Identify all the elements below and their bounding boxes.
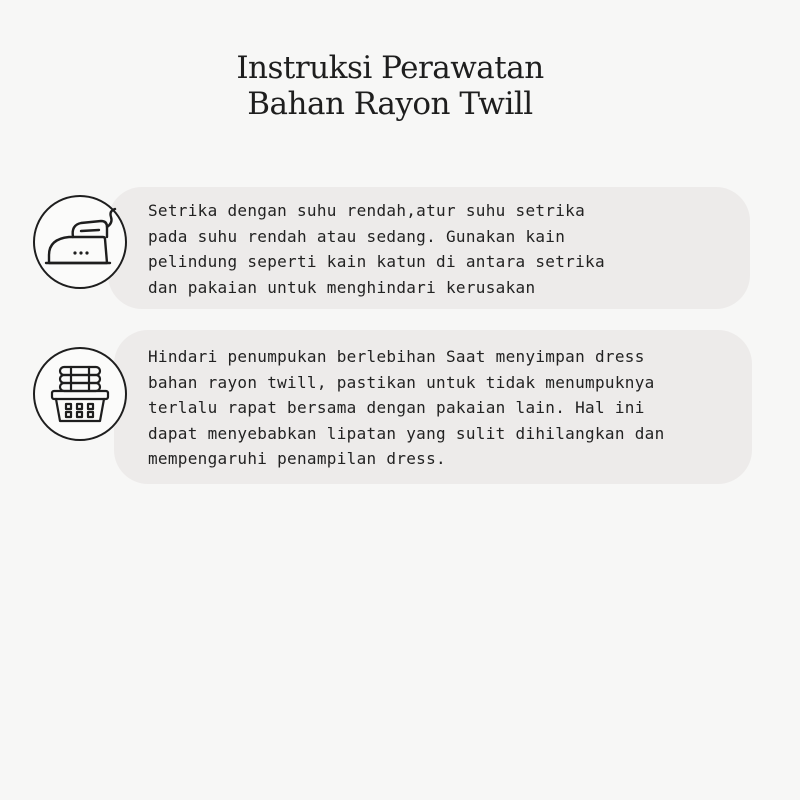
instruction-card-ironing [108,187,750,309]
title-line-1: Instruksi Perawatan [236,50,544,86]
instruction-line: dapat menyebabkan lipatan yang sulit dihilangkan dan [148,423,665,443]
instruction-line: terlalu rapat bersama dengan pakaian lain. Hal ini [148,398,645,417]
instruction-line: pelindung seperti kain katun di antara setrika [148,252,605,271]
instruction-card-storage [114,330,752,484]
iron-icon [33,195,127,289]
instruction-line: Hindari penumpukan berlebihan Saat menyimpan dress [148,347,645,366]
page-title [0,50,780,122]
instruction-text-ironing [148,198,605,300]
instruction-line: mempengaruhi penampilan dress. [148,449,446,468]
instruction-line: dan pakaian untuk menghindari kerusakan [148,277,536,297]
laundry-basket-icon [33,347,127,441]
instruction-line: pada suhu rendah atau sedang. Gunakan kain [148,226,566,246]
title-line-2: Bahan Rayon Twill [247,86,533,122]
instruction-line: Setrika dengan suhu rendah,atur suhu setrika [148,201,586,220]
instruction-line: bahan rayon twill, pastikan untuk tidak menumpuknya [148,372,655,392]
instruction-text-storage [148,344,665,472]
